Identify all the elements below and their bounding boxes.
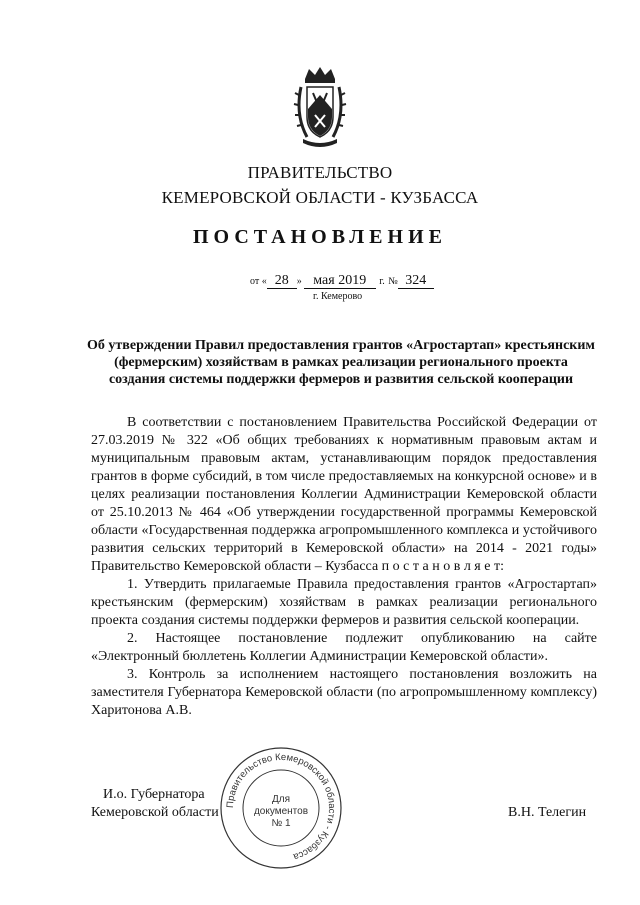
intro-text: В соответствии с постановлением Правительства Российской Федерации от 27.03.2019 № 322 «Об общих требованиях к нормативным правовым актам и муниципальным правовым актам, устанавливающим порядок предоставления грантов в форме субсидий, в том числе предоставляемых на конкурсной основе» и в целях реализации постановления Коллегии Администрации Кемеровской области от 25.10.2013 № 464 «Об утверждении государственной программы Кемеровской области «Государственная поддержка агропромышленного комплекса и устойчивого развития сельских территорий в Кемеровской области» на 2014 - 2021 годы» Правительство Кемеровской области – Кузбасса bbox=[91, 415, 597, 574]
item-1: 1. Утвердить прилагаемые Правила предоставления грантов «Агростартап» крестьянским (фермерским) хозяйствам в рамках реализации регионального проекта создания системы поддержки фермеров и развития сельской кооперации. bbox=[91, 577, 597, 628]
official-seal-stamp bbox=[218, 745, 344, 871]
number-sign: № bbox=[388, 276, 398, 287]
date-close-quote: » bbox=[296, 276, 302, 287]
city: г. Кемерово bbox=[313, 291, 363, 302]
date-day: 28 bbox=[267, 273, 297, 289]
date-month-year: мая 2019 bbox=[304, 273, 376, 289]
intro-paragraph bbox=[91, 414, 597, 576]
stamp-center-line1: Для bbox=[271, 794, 291, 805]
coat-of-arms-icon bbox=[293, 65, 347, 151]
signatory-name: В.Н. Телегин bbox=[508, 805, 587, 820]
date-number-line bbox=[250, 273, 434, 289]
signatory-position-line2: Кемеровской области bbox=[91, 805, 219, 820]
item-3: 3. Контроль за исполнением настоящего постановления возложить на заместителя Губернатора Кемеровской области (по агропромышленному комплексу) Харитонова А.В. bbox=[91, 667, 597, 718]
date-prefix: от « bbox=[250, 276, 267, 287]
stamp-center-line2: документов bbox=[253, 806, 309, 817]
document-body bbox=[91, 414, 597, 720]
signatory-position-line1: И.о. Губернатора bbox=[103, 787, 205, 802]
year-suffix: г. bbox=[379, 276, 385, 287]
stamp-center-line3: № 1 bbox=[271, 818, 291, 829]
government-name-line1: ПРАВИТЕЛЬСТВО bbox=[247, 163, 393, 182]
document-number: 324 bbox=[398, 273, 434, 289]
document-title: Об утверждении Правил предоставления грантов «Агростартап» крестьянским (фермерским) хозяйствам в рамках реализации регионального проекта создания системы поддержки фермеров и развития сельской кооперации bbox=[87, 338, 595, 387]
stamp-ring-text: Правительство Кемеровской области - Кузбасса bbox=[224, 751, 338, 863]
item-2: 2. Настоящее постановление подлежит опубликованию на сайте «Электронный бюллетень Коллегии Администрации Кемеровской области». bbox=[91, 631, 597, 664]
government-name-line2: КЕМЕРОВСКОЙ ОБЛАСТИ - КУЗБАССА bbox=[161, 188, 479, 207]
document-type: ПОСТАНОВЛЕНИЕ bbox=[193, 226, 447, 248]
decree-word: п о с т а н о в л я е т: bbox=[378, 559, 504, 574]
